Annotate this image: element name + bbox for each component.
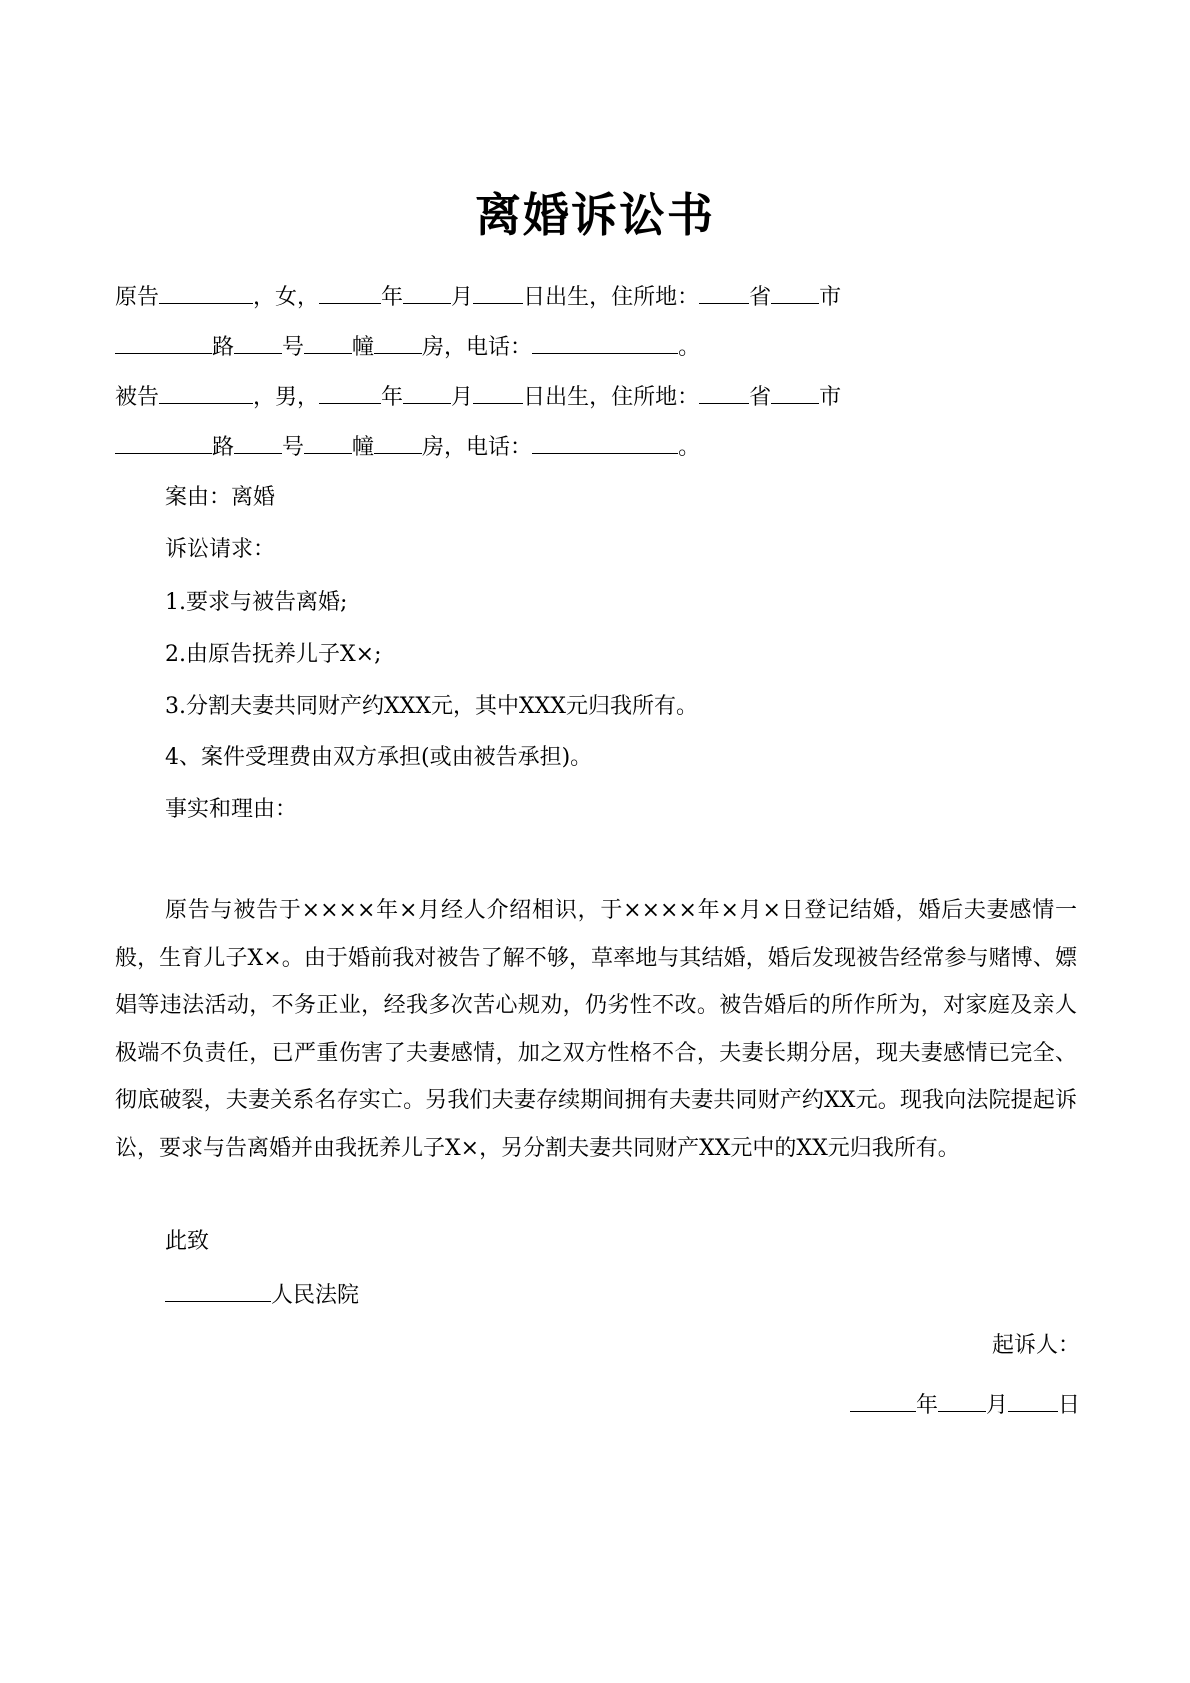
defendant-road-label: 路 xyxy=(212,435,235,460)
plaintiff-building-blank[interactable] xyxy=(304,331,352,354)
plaintiff-address-line xyxy=(115,331,1075,363)
defendant-info-line xyxy=(115,381,1075,413)
plaintiff-city-label: 市 xyxy=(819,285,842,310)
defendant-room-blank[interactable] xyxy=(374,431,422,454)
defendant-address-line xyxy=(115,431,1075,463)
court-label: 人民法院 xyxy=(271,1283,360,1308)
plaintiff-phone-blank[interactable] xyxy=(532,331,678,354)
date-year-blank[interactable] xyxy=(850,1389,916,1412)
defendant-birth-label: 日出生，住所地： xyxy=(523,385,700,410)
plaintiff-room-blank[interactable] xyxy=(374,331,422,354)
plaintiff-year-label: 年 xyxy=(381,285,404,310)
plaintiff-city-blank[interactable] xyxy=(771,281,819,304)
defendant-building-label: 幢 xyxy=(352,435,375,460)
signature-date-line xyxy=(850,1389,1080,1421)
plaintiff-info-line xyxy=(115,281,1075,313)
plaintiff-gender: ，女， xyxy=(253,285,320,310)
page-title: 离婚诉讼书 xyxy=(475,188,715,242)
plaintiff-month-blank[interactable] xyxy=(403,281,451,304)
defendant-label: 被告 xyxy=(115,385,160,410)
defendant-province-blank[interactable] xyxy=(699,381,749,404)
claim-item: 3.分割夫妻共同财产约XXX元，其中XXX元归我所有。 xyxy=(165,694,698,719)
defendant-number-blank[interactable] xyxy=(234,431,282,454)
defendant-month-label: 月 xyxy=(451,385,474,410)
plaintiff-birth-label: 日出生，住所地： xyxy=(523,285,700,310)
defendant-day-blank[interactable] xyxy=(473,381,523,404)
claim-item: 2.由原告抚养儿子X×; xyxy=(165,642,382,667)
claims-heading: 诉讼请求： xyxy=(165,537,276,562)
case-cause: 案由：离婚 xyxy=(165,485,276,510)
defendant-year-blank[interactable] xyxy=(319,381,381,404)
plaintiff-building-label: 幢 xyxy=(352,335,375,360)
defendant-road-blank[interactable] xyxy=(115,431,212,454)
date-month-blank[interactable] xyxy=(938,1389,986,1412)
plaintiff-number-label: 号 xyxy=(282,335,305,360)
claim-item: 4、案件受理费由双方承担(或由被告承担)。 xyxy=(165,745,593,770)
plaintiff-year-blank[interactable] xyxy=(319,281,381,304)
plaintiff-province-label: 省 xyxy=(749,285,772,310)
date-day-label: 日 xyxy=(1057,1393,1080,1418)
claim-item: 1.要求与被告离婚; xyxy=(165,590,348,615)
court-name-blank[interactable] xyxy=(165,1279,271,1302)
date-day-blank[interactable] xyxy=(1008,1389,1058,1412)
defendant-gender: ，男， xyxy=(253,385,320,410)
plaintiff-day-blank[interactable] xyxy=(473,281,523,304)
plaintiff-road-label: 路 xyxy=(212,335,235,360)
defendant-province-label: 省 xyxy=(749,385,772,410)
facts-heading: 事实和理由： xyxy=(165,797,298,822)
plaintiff-line-end: 。 xyxy=(678,335,701,360)
defendant-phone-label: 房，电话： xyxy=(422,435,533,460)
plaintiff-month-label: 月 xyxy=(451,285,474,310)
plaintiff-phone-label: 房，电话： xyxy=(422,335,533,360)
defendant-month-blank[interactable] xyxy=(403,381,451,404)
facts-paragraph: 原告与被告于××××年×月经人介绍相识，于××××年×月×日登记结婚，婚后夫妻感情一般，生育儿子X×。由于婚前我对被告了解不够，草率地与其结婚，婚后发现被告经常参与赌博、嫖娼等违法活动，不务正业，经我多次苦心规劝，仍劣性不改。被告婚后的所作所为，对家庭及亲人极端不负责任，已严重伤害了夫妻感情，加之双方性格不合，夫妻长期分居，现夫妻感情已完全、彻底破裂，夫妻关系名存实亡。另我们夫妻存续期间拥有夫妻共同财产约XX元。现我向法院提起诉讼，要求与告离婚并由我抚养儿子X×，另分割夫妻共同财产XX元中的XX元归我所有。 xyxy=(115,898,1077,1161)
defendant-number-label: 号 xyxy=(282,435,305,460)
date-year-label: 年 xyxy=(915,1393,938,1418)
defendant-name-blank[interactable] xyxy=(159,381,253,404)
defendant-city-label: 市 xyxy=(819,385,842,410)
defendant-building-blank[interactable] xyxy=(304,431,352,454)
defendant-city-blank[interactable] xyxy=(771,381,819,404)
date-month-label: 月 xyxy=(985,1393,1008,1418)
closing-salutation: 此致 xyxy=(165,1229,210,1254)
plaintiff-road-blank[interactable] xyxy=(115,331,212,354)
defendant-phone-blank[interactable] xyxy=(532,431,678,454)
defendant-line-end: 。 xyxy=(678,435,701,460)
plaintiff-province-blank[interactable] xyxy=(699,281,749,304)
plaintiff-name-blank[interactable] xyxy=(159,281,253,304)
plaintiff-number-blank[interactable] xyxy=(234,331,282,354)
court-line xyxy=(165,1279,1125,1311)
plaintiff-label: 原告 xyxy=(115,285,160,310)
plaintiff-signature-label: 起诉人： xyxy=(991,1333,1080,1358)
defendant-year-label: 年 xyxy=(381,385,404,410)
